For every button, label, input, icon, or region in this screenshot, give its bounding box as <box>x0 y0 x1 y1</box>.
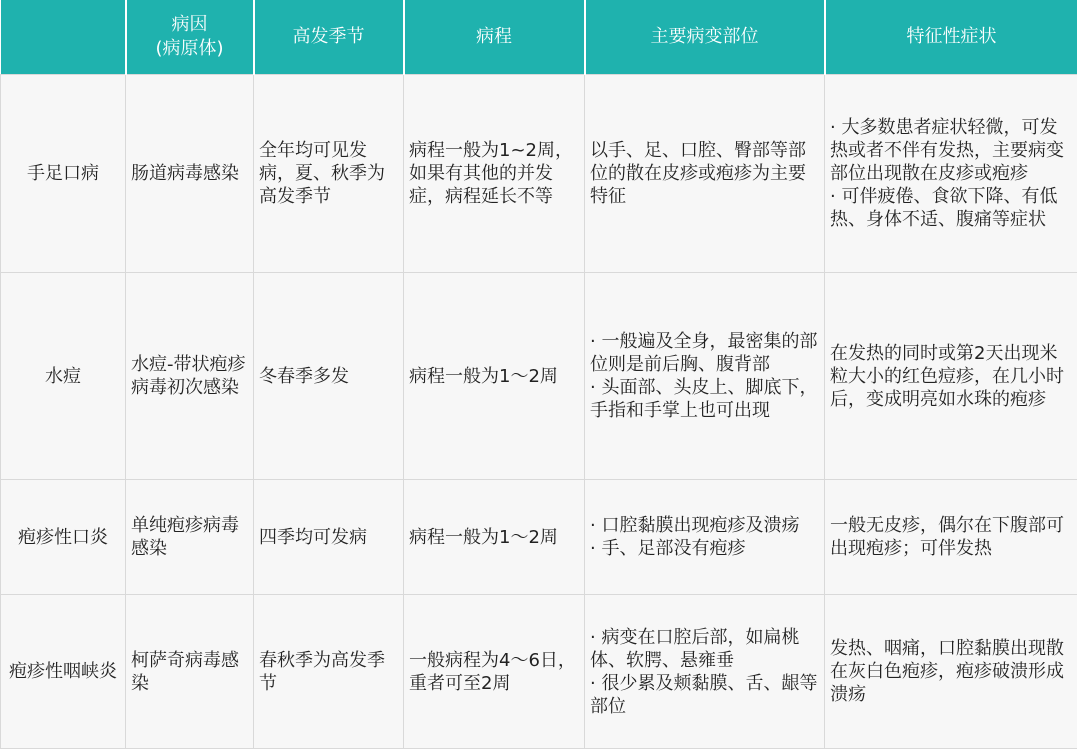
cause-cell: 柯萨奇病毒感染 <box>126 595 254 749</box>
sites-line: · 手、足部没有疱疹 <box>590 538 746 560</box>
sites-line: · 口腔黏膜出现疱疹及溃疡 <box>590 515 800 537</box>
table-row <box>1 75 1077 273</box>
sites-cell <box>585 480 825 595</box>
symptoms-cell <box>825 273 1077 480</box>
table-row <box>1 273 1077 480</box>
sites-line: 以手、足、口腔、臀部等部位的散在皮疹或疱疹为主要特征 <box>590 140 806 208</box>
disease-name: 疱疹性口炎 <box>1 480 126 595</box>
sites-cell <box>585 273 825 480</box>
header-symptoms: 特征性症状 <box>825 0 1077 75</box>
header-course: 病程 <box>404 0 585 75</box>
header-sites: 主要病变部位 <box>585 0 825 75</box>
header-row <box>1 0 1077 75</box>
symptom-line: · 大多数患者症状轻微，可发热或者不伴有发热，主要病变部位出现散在皮疹或疱疹 <box>830 117 1064 185</box>
symptom-line: · 可伴疲倦、食欲下降、有低热、身体不适、腹痛等症状 <box>830 186 1058 231</box>
symptoms-cell <box>825 480 1077 595</box>
symptom-line: 在发热的同时或第2天出现米粒大小的红色痘疹，在几小时后，变成明亮如水珠的疱疹 <box>830 342 1064 410</box>
sites-cell <box>585 595 825 749</box>
sites-line: · 病变在口腔后部，如扁桃体、软腭、悬雍垂 <box>590 626 800 671</box>
season-cell: 春秋季为高发季节 <box>254 595 404 749</box>
season-cell: 冬春季多发 <box>254 273 404 480</box>
table-row <box>1 480 1077 595</box>
header-season: 高发季节 <box>254 0 404 75</box>
season-cell: 全年均可见发病，夏、秋季为高发季节 <box>254 75 404 273</box>
sites-line: · 一般遍及全身，最密集的部位则是前后胸、腹背部 <box>590 331 818 376</box>
header-disease <box>1 0 126 75</box>
sites-cell <box>585 75 825 273</box>
sites-line: · 头面部、头皮上、脚底下，手指和手掌上也可出现 <box>590 377 818 422</box>
table-row <box>1 595 1077 749</box>
symptom-line: 发热、咽痛，口腔黏膜出现散在灰白色疱疹，疱疹破溃形成溃疡 <box>830 638 1064 706</box>
disease-name: 手足口病 <box>1 75 126 273</box>
disease-name: 疱疹性咽峡炎 <box>1 595 126 749</box>
course-cell: 一般病程为4～6日，重者可至2周 <box>404 595 585 749</box>
header-cause: 病因 (病原体) <box>126 0 254 75</box>
symptoms-cell <box>825 595 1077 749</box>
course-cell: 病程一般为1～2周 <box>404 273 585 480</box>
cause-cell: 水痘-带状疱疹病毒初次感染 <box>126 273 254 480</box>
course-cell: 病程一般为1～2周 <box>404 480 585 595</box>
season-cell: 四季均可发病 <box>254 480 404 595</box>
symptom-line: 一般无皮疹，偶尔在下腹部可出现疱疹；可伴发热 <box>830 515 1064 560</box>
cause-cell: 单纯疱疹病毒感染 <box>126 480 254 595</box>
course-cell: 病程一般为1~2周，如果有其他的并发症，病程延长不等 <box>404 75 585 273</box>
symptoms-cell <box>825 75 1077 273</box>
disease-name: 水痘 <box>1 273 126 480</box>
sites-line: · 很少累及颊黏膜、舌、龈等部位 <box>590 672 818 717</box>
cause-cell: 肠道病毒感染 <box>126 75 254 273</box>
